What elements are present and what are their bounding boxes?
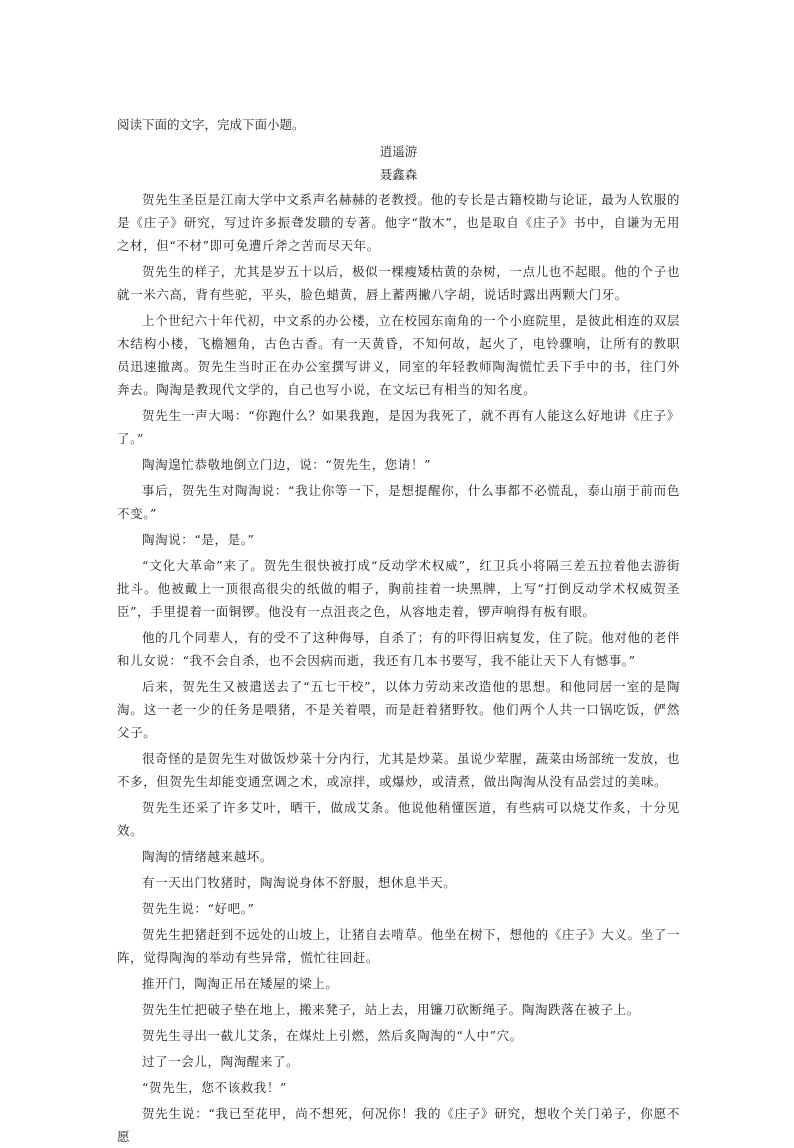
paragraph: “贺先生，您不该救我！” <box>142 1080 287 1095</box>
article-body <box>117 188 680 1148</box>
paragraph: 贺先生说：“好吧。” <box>142 901 255 916</box>
paragraph: 贺先生忙把破子垫在地上，搬来凳子，站上去，用镰刀砍断绳子。陶淘跌落在被子上。 <box>142 1002 640 1017</box>
paragraph: 贺先生把猪赶到不远处的山坡上，让猪自去啃草。他坐在树下，想他的《庄子》大义。坐了一阵，觉得陶淘的举动有些异常，慌忙往回赶。 <box>117 927 680 965</box>
paragraph: 他的几个同辈人，有的受不了这种侮辱，自杀了；有的吓得旧病复发，住了院。他对他的老伴和儿女说：“我不会自杀，也不会因病而逝，我还有几本书要写，我不能让天下人有憾事。” <box>117 630 680 668</box>
paragraph: 后来，贺先生又被遣送去了“五七干校”，以体力劳动来改造他的思想。和他同居一室的是陶淘。这一老一少的任务是喂猪，不是关着喂，而是赶着猪野牧。他们两个人共一口锅吃饭，俨然父子。 <box>117 679 680 740</box>
paragraph: 贺先生一声大喝：“你跑什么？如果我跑，是因为我死了，就不再有人能这么好地讲《庄子》了。” <box>117 408 680 446</box>
paragraph: 过了一会儿，陶淘醒来了。 <box>142 1054 300 1069</box>
paragraph: 贺先生寻出一截儿艾条，在煤灶上引燃，然后炙陶淘的“人中”穴。 <box>142 1028 523 1043</box>
paragraph: 推开门，陶淘正吊在矮屋的梁上。 <box>142 976 339 991</box>
article-author: 聂鑫森 <box>379 167 418 182</box>
article-title: 逍遥游 <box>379 144 418 159</box>
paragraph: 贺先生圣臣是江南大学中文系声名赫赫的老教授。他的专长是古籍校勘与论证，最为人钦服的是《庄子》研究，写过许多振聋发聩的专著。他字“散木”，也是取自《庄子》书中，自谦为无用之材，但“不材”即可免遭斤斧之苦而尽天年。 <box>117 192 680 253</box>
paragraph: 贺先生的样子，尤其是岁五十以后，极似一棵瘦矮枯黄的杂树，一点儿也不起眼。他的个子也就一米六高，背有些驼，平头，脸色蜡黄，唇上蓄两撇八字胡，说话时露出两颗大门牙。 <box>117 264 680 302</box>
paragraph: 事后，贺先生对陶淘说：“我让你等一下，是想提醒你，什么事都不必慌乱，泰山崩于前而色不变。” <box>117 483 680 521</box>
paragraph: 有一天出门牧猪时，陶淘说身体不舒服，想休息半天。 <box>142 875 457 890</box>
paragraph: 贺先生还采了许多艾叶，晒干，做成艾条。他说他稍懂医道，有些病可以烧艾作炙，十分见效。 <box>117 800 680 838</box>
paragraph: 贺先生说：“我已至花甲，尚不想死，何况你！我的《庄子》研究，想收个关门弟子，你愿不愿 <box>117 1106 680 1144</box>
paragraph: 陶淘遑忙恭敬地倒立门边，说：“贺先生，您请！” <box>142 457 432 472</box>
paragraph: 上个世纪六十年代初，中文系的办公楼，立在校园东南角的一个小庭院里，是彼此相连的双层木结构小楼，飞檐翘角，古色古香。有一天黄昏，不知何故，起火了，电铃骤响，让所有的教职员迅速撤离。贺先生当时正在办公室撰写讲义，同室的年轻教师陶淘慌忙丢下手中的书，往门外奔去。陶淘是教现代文学的，自己也写小说，在文坛已有相当的知名度。 <box>117 313 680 397</box>
paragraph: 很奇怪的是贺先生对做饭炒菜十分内行，尤其是炒菜。虽说少荤腥，蔬菜由场部统一发放，也不多，但贺先生却能变通烹调之术，或凉拌，或爆炒，或清煮，做出陶淘从没有品尝过的美味。 <box>117 751 680 789</box>
paragraph: 陶淘说：“是，是。” <box>142 532 255 547</box>
paragraph: “文化大革命”来了。贺先生很快被打成“反动学术权威”，红卫兵小将隔三差五拉着他去游街批斗。他被戴上一顶很高很尖的纸做的帽子，胸前挂着一块黑牌，上写“打倒反动学术权威贺圣臣”，手里提着一面铜锣。他没有一点沮丧之色，从容地走着，锣声响得有板有眼。 <box>117 558 680 619</box>
question-intro: 阅读下面的文字，完成下面小题。 <box>117 117 305 132</box>
paragraph: 陶淘的情绪越来越坏。 <box>142 849 274 864</box>
